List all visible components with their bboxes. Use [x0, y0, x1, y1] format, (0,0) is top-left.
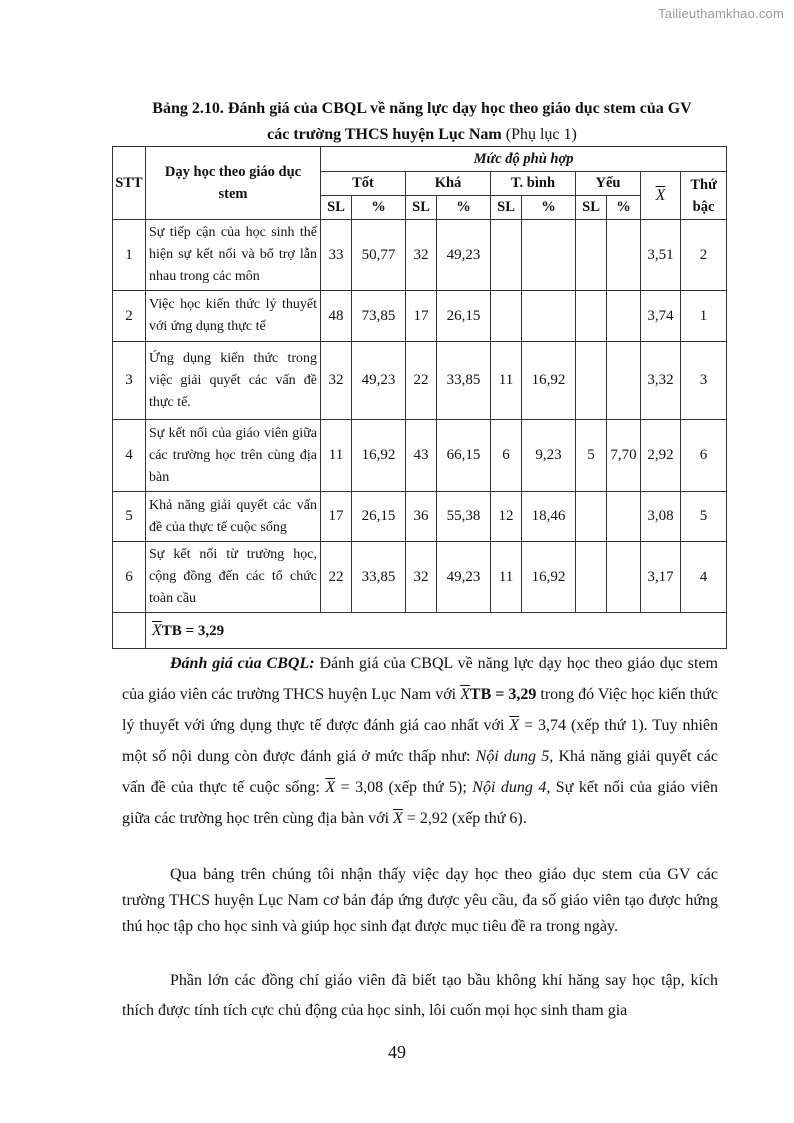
- cell-tot-pct: 50,77: [352, 220, 406, 291]
- header-pct: %: [607, 196, 641, 220]
- cell-mean: 3,51: [641, 220, 681, 291]
- header-pct: %: [352, 196, 406, 220]
- header-sl: SL: [406, 196, 437, 220]
- evaluation-table: [112, 146, 727, 649]
- header-sl: SL: [491, 196, 522, 220]
- paragraph-observation-text: Qua bảng trên chúng tôi nhận thấy việc dạy học theo giáo dục stem của GV các trường THCS huyện Lục Nam cơ bản đáp ứng được yêu cầu, đa số giáo viên tạo được hứng thú học tập cho học sinh và giúp học sinh đạt được mục tiêu đề ra trong ngày.: [122, 866, 718, 935]
- cell-yeu-sl: [576, 220, 607, 291]
- cell-kha-pct: 49,23: [437, 220, 491, 291]
- paragraph-text-2: trong đó Việc học kiến thức lý thuyết với ứng dụng thực tế được đánh giá cao nhất với: [122, 686, 719, 734]
- header-level-kha: Khá: [406, 172, 491, 196]
- cell-tot-sl: 33: [321, 220, 352, 291]
- header-sl: SL: [576, 196, 607, 220]
- header-group: Mức độ phù hợp: [321, 147, 727, 172]
- cell-yeu-pct: [607, 542, 641, 613]
- cell-tot-pct: 49,23: [352, 342, 406, 420]
- cell-yeu-sl: [576, 542, 607, 613]
- footer-average: [146, 613, 727, 649]
- table-caption: [118, 96, 726, 148]
- paragraph-value-3: = 2,92 (xếp thứ 6).: [402, 810, 527, 827]
- cell-rank: 2: [681, 220, 727, 291]
- cell-rank: 6: [681, 420, 727, 492]
- paragraph-text-3: Khả năng giải quyết các vấn đề của thực tế cuộc sống:: [122, 748, 718, 796]
- cell-tot-pct: 73,85: [352, 291, 406, 342]
- cell-stt: 1: [113, 220, 146, 291]
- cell-kha-sl: 36: [406, 492, 437, 542]
- cell-tb-sl: 11: [491, 542, 522, 613]
- cell-content: Khả năng giải quyết các vấn đề của thực tế cuộc sống: [146, 492, 321, 542]
- mean-symbol: $\overline{X}$: [460, 686, 470, 703]
- cell-tot-sl: 17: [321, 492, 352, 542]
- cell-mean: 3,32: [641, 342, 681, 420]
- cell-rank: 1: [681, 291, 727, 342]
- header-level-tb: T. bình: [491, 172, 576, 196]
- caption-line-2-normal: (Phụ lục 1): [501, 126, 577, 143]
- header-stt: STT: [113, 147, 146, 220]
- cell-yeu-sl: 5: [576, 420, 607, 492]
- header-rank: Thứ bậc: [681, 172, 727, 220]
- paragraph-lead: Đánh giá của CBQL:: [170, 655, 315, 672]
- cell-rank: 5: [681, 492, 727, 542]
- cell-stt: 5: [113, 492, 146, 542]
- cell-tb-pct: [522, 291, 576, 342]
- caption-line-1: Bảng 2.10. Đánh giá của CBQL về năng lực dạy học theo giáo dục stem của GV: [152, 100, 692, 117]
- footer-average-text: TB = 3,29: [161, 622, 225, 639]
- cell-kha-sl: 32: [406, 220, 437, 291]
- cell-tot-sl: 32: [321, 342, 352, 420]
- cell-tb-pct: 16,92: [522, 542, 576, 613]
- cell-tb-pct: 9,23: [522, 420, 576, 492]
- cell-content: Ứng dụng kiến thức trong việc giải quyết các vấn đề thực tế.: [146, 342, 321, 420]
- header-level-tot: Tốt: [321, 172, 406, 196]
- cell-kha-pct: 55,38: [437, 492, 491, 542]
- mean-symbol: $\overline{X}$: [509, 717, 520, 734]
- cell-yeu-sl: [576, 492, 607, 542]
- table-row: [113, 492, 727, 542]
- header-level-yeu: Yếu: [576, 172, 641, 196]
- cell-kha-sl: 43: [406, 420, 437, 492]
- table-footer-row: [113, 613, 727, 649]
- table-row: [113, 342, 727, 420]
- cell-tb-pct: 18,46: [522, 492, 576, 542]
- cell-stt: 4: [113, 420, 146, 492]
- cell-yeu-pct: [607, 492, 641, 542]
- caption-line-2: [118, 122, 726, 148]
- cell-kha-pct: 66,15: [437, 420, 491, 492]
- mean-symbol: $\overline{X}$: [325, 779, 336, 796]
- cell-kha-sl: 22: [406, 342, 437, 420]
- cell-content: Sự kết nối từ trường học, cộng đồng đến các tổ chức toàn cầu: [146, 542, 321, 613]
- cell-kha-sl: 17: [406, 291, 437, 342]
- cell-stt: 6: [113, 542, 146, 613]
- mean-symbol: $\overline{X}$: [393, 810, 403, 827]
- cell-yeu-sl: [576, 342, 607, 420]
- paragraph-value-1: = 3,74 (xếp thứ 1). Tuy nhiên một số nội dung còn được đánh giá ở mức thấp như:: [122, 717, 718, 765]
- cell-tot-sl: 22: [321, 542, 352, 613]
- header-content: Dạy học theo giáo dục stem: [146, 147, 321, 220]
- cell-tb-sl: 6: [491, 420, 522, 492]
- cell-empty: [113, 613, 146, 649]
- paragraph-average: TB = 3,29: [469, 686, 537, 703]
- cell-tot-sl: 11: [321, 420, 352, 492]
- cell-tb-sl: 12: [491, 492, 522, 542]
- cell-tb-pct: [522, 220, 576, 291]
- header-sl: SL: [321, 196, 352, 220]
- table-row: [113, 420, 727, 492]
- cell-kha-sl: 32: [406, 542, 437, 613]
- cell-yeu-pct: 7,70: [607, 420, 641, 492]
- cell-tb-pct: 16,92: [522, 342, 576, 420]
- cell-tb-sl: [491, 220, 522, 291]
- watermark: Tailieuthamkhao.com: [658, 6, 784, 21]
- paragraph-evaluation: [122, 648, 718, 834]
- cell-tb-sl: 11: [491, 342, 522, 420]
- cell-kha-pct: 49,23: [437, 542, 491, 613]
- paragraph-value-2: = 3,08 (xếp thứ 5);: [335, 779, 473, 796]
- cell-tot-pct: 16,92: [352, 420, 406, 492]
- cell-yeu-pct: [607, 220, 641, 291]
- cell-content: Việc học kiến thức lý thuyết với ứng dụng thực tế: [146, 291, 321, 342]
- cell-mean: 3,08: [641, 492, 681, 542]
- mean-symbol: $\overline{X}$: [655, 186, 666, 204]
- cell-mean: 2,92: [641, 420, 681, 492]
- cell-tot-sl: 48: [321, 291, 352, 342]
- header-pct: %: [522, 196, 576, 220]
- cell-rank: 3: [681, 342, 727, 420]
- table-row: [113, 220, 727, 291]
- cell-content: Sự kết nối của giáo viên giữa các trường học trên cùng địa bàn: [146, 420, 321, 492]
- paragraph-teachers: [122, 966, 718, 1026]
- header-mean: [641, 172, 681, 220]
- paragraph-observation: [122, 862, 718, 940]
- cell-tb-sl: [491, 291, 522, 342]
- cell-kha-pct: 33,85: [437, 342, 491, 420]
- header-pct: %: [437, 196, 491, 220]
- paragraph-nd4: Nội dung 4,: [472, 779, 551, 796]
- cell-yeu-pct: [607, 291, 641, 342]
- cell-rank: 4: [681, 542, 727, 613]
- cell-mean: 3,74: [641, 291, 681, 342]
- cell-tot-pct: 33,85: [352, 542, 406, 613]
- page-number: 49: [388, 1042, 406, 1062]
- cell-stt: 3: [113, 342, 146, 420]
- cell-content: Sự tiếp cận của học sinh thể hiện sự kết nối và bổ trợ lẫn nhau trong các môn: [146, 220, 321, 291]
- cell-tot-pct: 26,15: [352, 492, 406, 542]
- paragraph-nd5: Nội dung 5,: [475, 748, 554, 765]
- cell-stt: 2: [113, 291, 146, 342]
- caption-line-2-bold: các trường THCS huyện Lục Nam: [267, 126, 502, 143]
- cell-yeu-sl: [576, 291, 607, 342]
- cell-mean: 3,17: [641, 542, 681, 613]
- table-row: [113, 542, 727, 613]
- cell-kha-pct: 26,15: [437, 291, 491, 342]
- cell-yeu-pct: [607, 342, 641, 420]
- paragraph-text-1: Đánh giá của CBQL về năng lực dạy học theo giáo dục stem của giáo viên các trường THCS huyện Lục Nam với: [122, 655, 719, 703]
- table-row: [113, 291, 727, 342]
- paragraph-text-4: Sự kết nối của giáo viên giữa các trường học trên cùng địa bàn với: [122, 779, 718, 827]
- footer-mean-symbol: $\overline{X}$: [152, 621, 162, 639]
- paragraph-teachers-text: Phần lớn các đồng chí giáo viên đã biết tạo bầu không khí hăng say học tập, kích thích được tính tích cực chủ động của học sinh, lôi cuốn mọi học sinh tham gia: [122, 972, 718, 1019]
